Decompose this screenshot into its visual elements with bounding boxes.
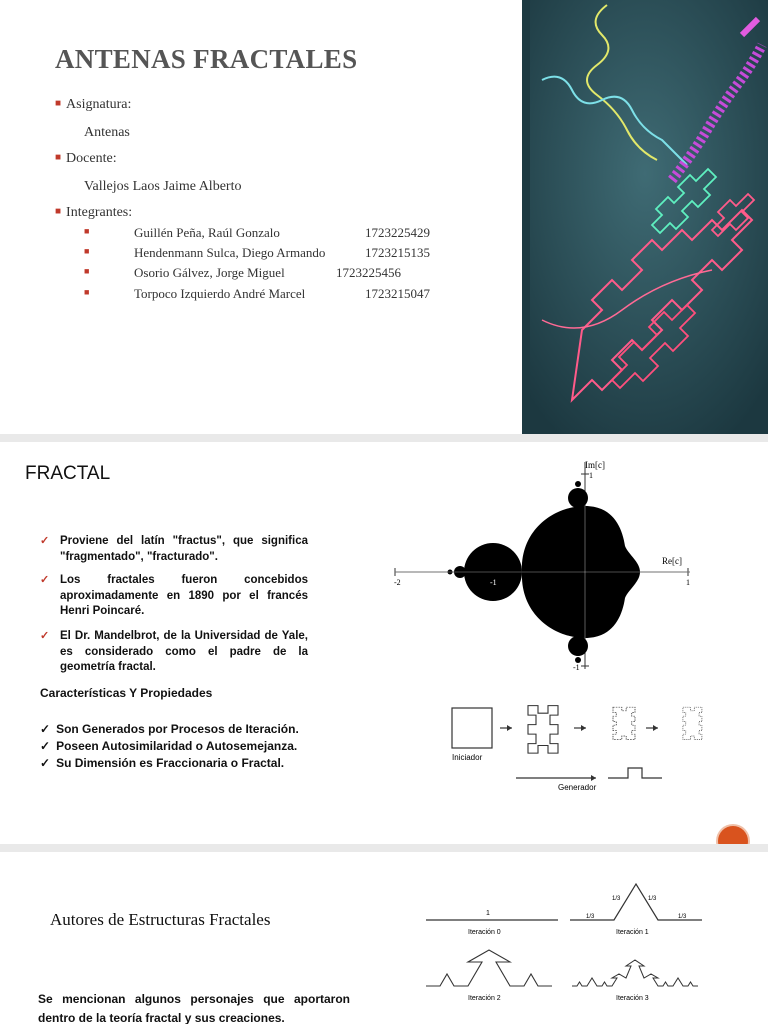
iter1-label: Iteración 1 [616,929,649,936]
bullet-text: Proviene del latín "fractus", que significa "fragmentado", "fracturado". [60,535,308,563]
member-id: 1723225429 [365,225,430,240]
definition-bullet [40,629,308,676]
bullet-dot-icon: ■ [84,287,90,297]
iter0-label: Iteración 0 [468,929,501,936]
koch-island-figure [448,700,718,796]
generator-label: Generador [558,783,597,792]
checkmark-icon: ✓ [40,739,51,753]
iter3-label: Iteración 3 [616,995,649,1002]
slide-title [0,0,768,434]
definition-bullet [40,573,308,620]
item-value: Antenas [84,125,130,140]
member-name: Osorio Gálvez, Jorge Miguel [134,265,285,280]
checkmark-icon: ✓ [40,756,51,770]
item-integrantes [55,205,132,221]
slide-authors-text: Se mencionan algunos personajes que aportaron dentro de la teoría fractal y sus creaciones. [38,992,350,1024]
bullet-square-icon: ■ [55,98,62,109]
checkmark-icon: ✓ [40,630,50,642]
item-label: Docente: [66,151,117,166]
member-id: 1723215135 [365,245,430,260]
re-tick-neg2: -2 [394,578,401,587]
checkmark-icon: ✓ [40,535,50,547]
bullet-dot-icon: ■ [84,246,90,256]
member-id: 1723225456 [336,265,401,280]
koch-curve-figure [420,882,716,1024]
characteristic-item [40,756,284,770]
slide-fractal-heading: FRACTAL [25,463,111,484]
member-name: Guillén Peña, Raúl Gonzalo [134,225,280,240]
im-tick-pos: 1 [589,471,593,480]
im-axis-label: Im[c] [585,460,605,470]
member-row [84,286,444,304]
characteristics-title: Características Y Propiedades [40,686,213,700]
definition-bullet [40,534,308,565]
slide-fractal [0,442,768,844]
characteristic-text: Son Generados por Procesos de Iteración. [56,722,299,736]
slide-divider [0,844,768,852]
fractal-antenna-artwork [522,0,768,434]
member-row [84,225,444,243]
item-label: Integrantes: [66,205,133,220]
iter1-third-label: 1/3 [648,896,657,902]
iter2-label: Iteración 2 [468,995,501,1002]
re-tick-1: 1 [686,578,690,587]
characteristic-text: Su Dimensión es Fraccionaria o Fractal. [56,756,285,770]
bullet-dot-icon: ■ [84,266,90,276]
next-slide-button[interactable] [718,826,748,844]
bullet-square-icon: ■ [55,206,62,217]
checkmark-icon: ✓ [40,574,50,586]
iter1-third-label: 1/3 [612,896,621,902]
re-axis-label: Re[c] [662,556,682,566]
bullet-square-icon: ■ [55,152,62,163]
member-row [84,265,444,283]
member-name: Hendenmann Sulca, Diego Armando [134,245,326,260]
initiator-label: Iniciador [452,753,483,762]
iter0-length-label: 1 [486,910,490,917]
iter1-third-label: 1/3 [586,914,595,920]
bullet-text: Los fractales fueron concebidos aproximadamente en 1890 por el francés Henri Poincaré. [60,574,308,617]
iter1-third-label: 1/3 [678,914,687,920]
checkmark-icon: ✓ [40,722,51,736]
slide-divider [0,434,768,442]
item-asignatura [55,97,131,113]
characteristic-item [40,739,297,753]
re-tick-neg1: -1 [490,578,497,587]
item-docente [55,151,117,167]
fractal-art-svg [522,0,768,434]
characteristic-item [40,722,299,736]
slide-title-heading: ANTENAS FRACTALES [55,44,358,74]
bullet-text: El Dr. Mandelbrot, de la Universidad de Yale, es considerado como el padre de la geometría fractal. [60,630,308,673]
item-label: Asignatura: [66,97,132,112]
bullet-dot-icon: ■ [84,226,90,236]
member-name: Torpoco Izquierdo André Marcel [134,286,306,301]
im-tick-neg: -1 [573,663,580,672]
mandelbrot-figure [390,454,700,676]
slide-authors [0,852,768,1024]
item-value: Vallejos Laos Jaime Alberto [84,179,242,194]
characteristic-text: Poseen Autosimilaridad o Autosemejanza. [56,739,298,753]
member-row [84,245,444,263]
slide-authors-heading: Autores de Estructuras Fractales [50,910,271,929]
member-id: 1723215047 [365,286,430,301]
